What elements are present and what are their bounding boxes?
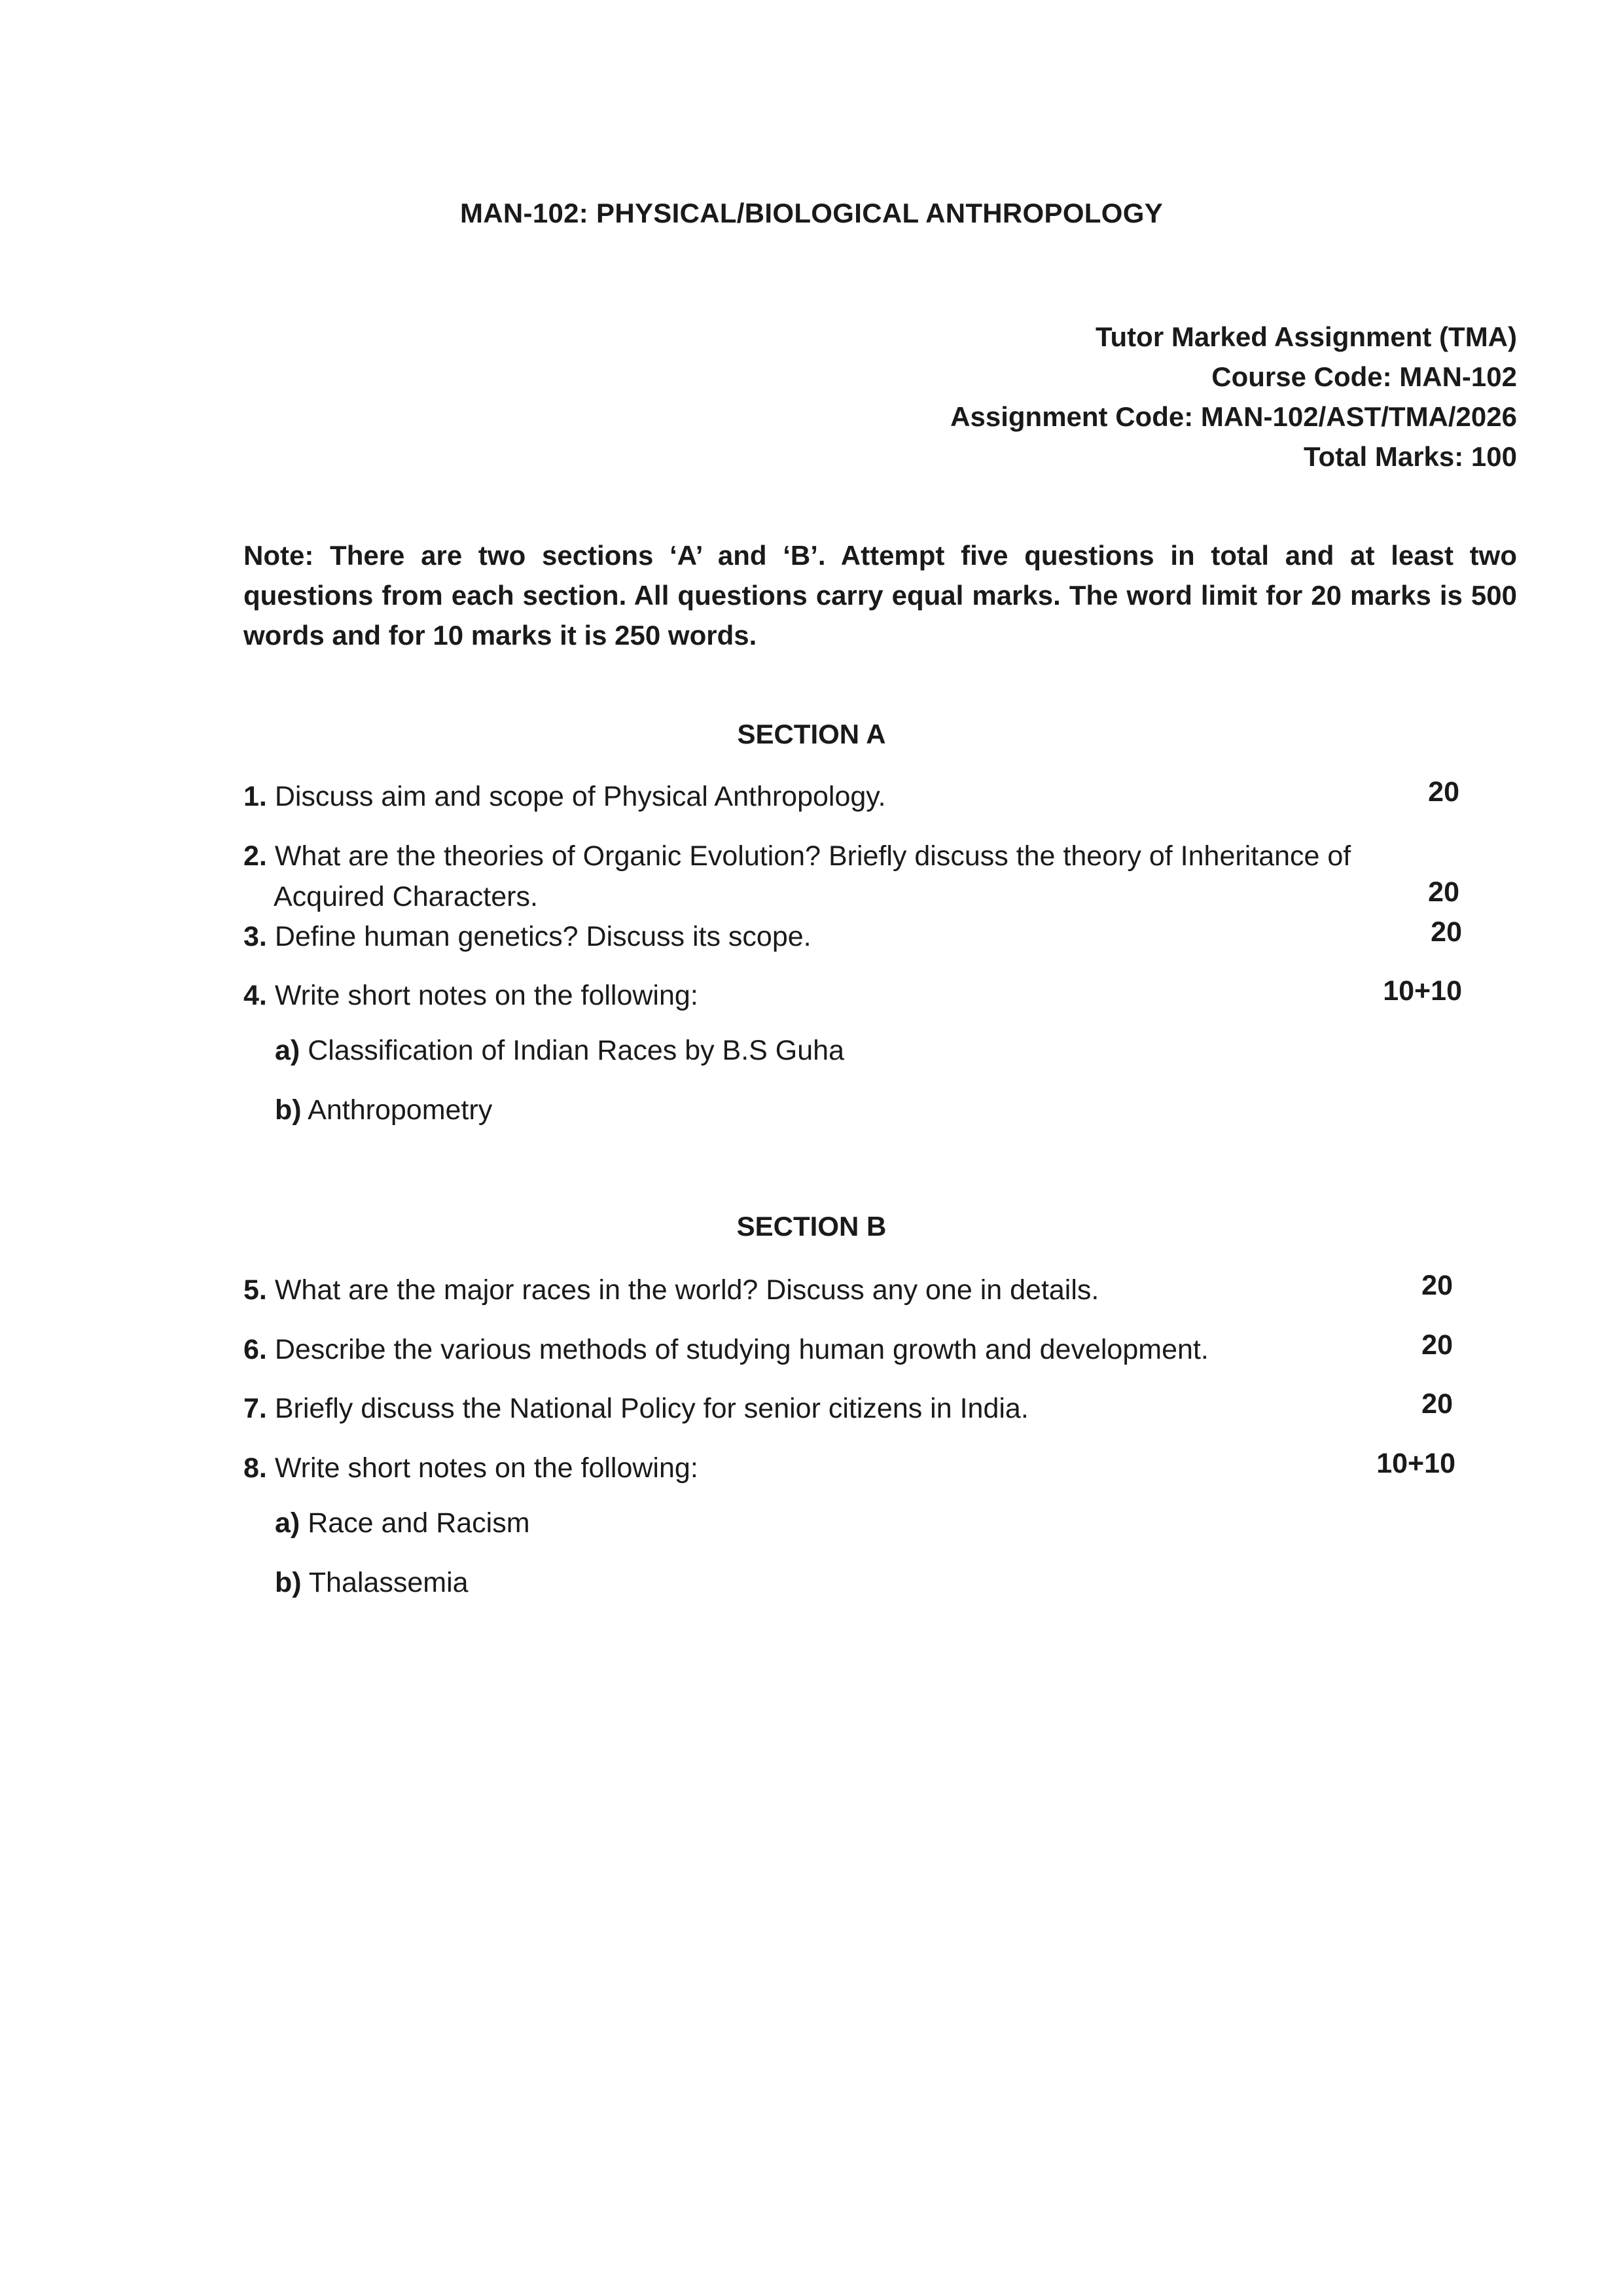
sub-label: a) <box>275 1507 300 1539</box>
question-2-marks: 20 <box>1428 876 1459 908</box>
question-number: 1. <box>243 781 267 812</box>
question-8-sub-a <box>275 1507 530 1539</box>
question-number: 4. <box>243 980 267 1011</box>
question-number: 8. <box>243 1452 267 1484</box>
question-6-marks: 20 <box>1421 1329 1453 1361</box>
sub-text: Anthropometry <box>308 1094 493 1126</box>
question-7 <box>243 1388 1459 1429</box>
question-3-marks: 20 <box>1431 916 1462 948</box>
question-6 <box>243 1329 1459 1370</box>
question-text: Write short notes on the following: <box>274 1452 698 1484</box>
question-1-marks: 20 <box>1428 776 1459 808</box>
question-text: Briefly discuss the National Policy for senior citizens in India. <box>274 1393 1029 1424</box>
question-4-sub-a <box>275 1035 844 1067</box>
question-number: 5. <box>243 1274 267 1306</box>
question-number: 3. <box>243 921 267 952</box>
question-text: Write short notes on the following: <box>274 980 698 1011</box>
tma-heading: Tutor Marked Assignment (TMA) <box>1095 321 1517 352</box>
question-text: Define human genetics? Discuss its scope. <box>274 921 812 952</box>
sub-label: b) <box>275 1094 302 1126</box>
question-text: Describe the various methods of studying human growth and development. <box>274 1334 1209 1365</box>
assignment-code: Assignment Code: MAN-102/AST/TMA/2026 <box>950 401 1517 432</box>
sub-text: Classification of Indian Races by B.S Guha <box>308 1035 845 1066</box>
section-b-heading: SECTION B <box>736 1211 887 1242</box>
question-number: 6. <box>243 1334 267 1365</box>
question-5-marks: 20 <box>1421 1270 1453 1301</box>
sub-text: Race and Racism <box>308 1507 530 1539</box>
question-4 <box>243 975 1459 1016</box>
tma-info-block <box>950 317 1517 476</box>
question-4-marks: 10+10 <box>1383 975 1462 1007</box>
question-text: What are the major races in the world? Discuss any one in details. <box>274 1274 1099 1306</box>
course-code: Course Code: MAN-102 <box>1211 361 1517 392</box>
question-text-continued: Acquired Characters. <box>274 881 538 912</box>
question-1 <box>243 776 1459 817</box>
question-4-sub-b <box>275 1094 492 1126</box>
question-text: What are the theories of Organic Evolution? Briefly discuss the theory of Inheritance of <box>274 840 1351 872</box>
question-number: 7. <box>243 1393 267 1424</box>
sub-label: a) <box>275 1035 300 1066</box>
question-8-marks: 10+10 <box>1376 1448 1455 1479</box>
instructions-note: Note: There are two sections ‘A’ and ‘B’. Attempt five questions in total and at least two questions from each section. All questions carry equal marks. The word limit for 20 marks is 500 words and for 10 marks it is 250 words. <box>243 540 1517 651</box>
question-2 <box>243 836 1459 917</box>
question-text: Discuss aim and scope of Physical Anthropology. <box>274 781 886 812</box>
question-5 <box>243 1270 1459 1310</box>
question-3 <box>243 916 1459 957</box>
section-a-heading: SECTION A <box>737 719 886 749</box>
sub-text: Thalassemia <box>308 1567 469 1598</box>
total-marks: Total Marks: 100 <box>1303 441 1517 472</box>
question-number: 2. <box>243 840 267 872</box>
question-7-marks: 20 <box>1421 1388 1453 1420</box>
sub-label: b) <box>275 1567 302 1598</box>
question-8-sub-b <box>275 1567 469 1599</box>
page-title: MAN-102: PHYSICAL/BIOLOGICAL ANTHROPOLOGY <box>459 198 1164 228</box>
question-8 <box>243 1448 1459 1488</box>
